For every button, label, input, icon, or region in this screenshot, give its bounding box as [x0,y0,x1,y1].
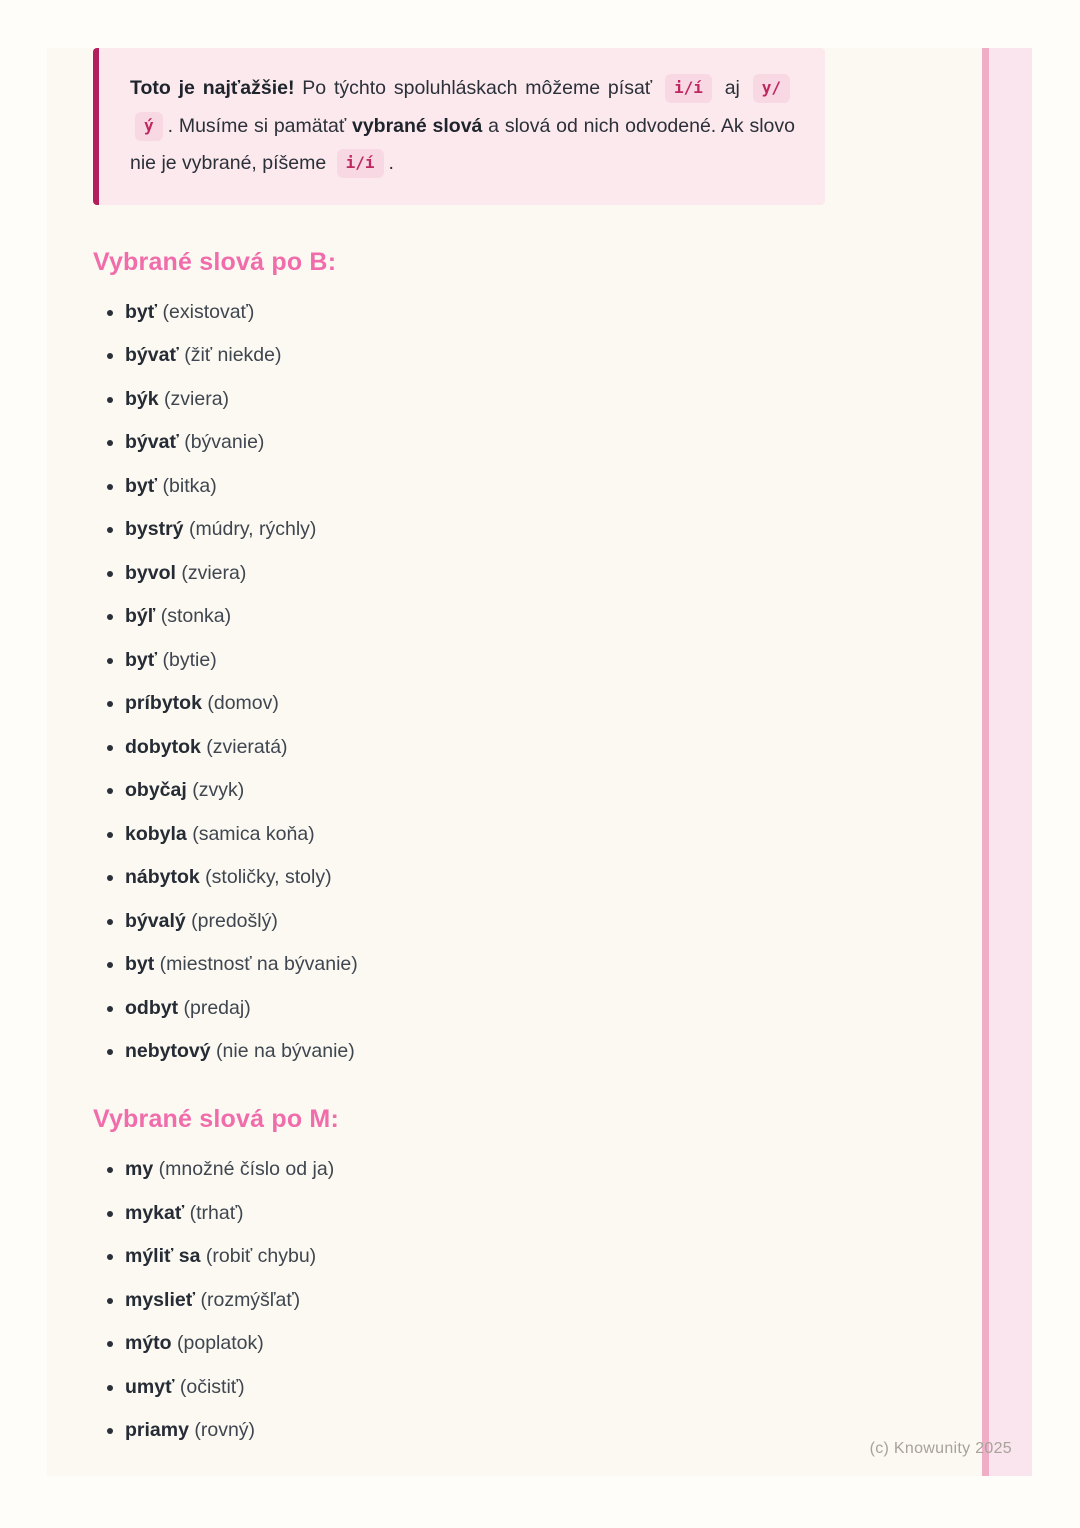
word-list-item [125,953,825,975]
word-list-item [125,431,825,453]
term: bývať [125,344,179,366]
definition: (množné číslo od ja) [153,1158,335,1180]
definition: (samica koňa) [186,822,315,845]
term: myslieť [125,1288,196,1311]
section-heading: Vybrané slová po B: [93,247,337,276]
word-list-item [125,1376,825,1398]
definition: (žiť niekde) [178,344,282,366]
term: mýliť sa [125,1245,201,1267]
page-content [93,48,825,1463]
term: byvol [125,561,176,584]
word-list [93,301,825,1063]
definition: (bývanie) [178,431,265,453]
term: umyť [125,1375,175,1398]
word-list-item [125,649,825,671]
definition: (múdry, rýchly) [183,518,317,540]
definition: (rovný) [188,1419,256,1441]
callout-text [130,70,795,183]
copyright: (c) Knowunity 2025 [869,1440,1012,1457]
term: bývalý [125,909,186,932]
term: byť [125,648,158,671]
term: nebytový [125,1040,211,1062]
definition: (nie na bývanie) [210,1040,355,1062]
definition: (zvyk) [186,779,245,801]
word-list-item [125,1289,825,1311]
word-list [93,1158,825,1441]
page-edge-stripe [982,48,1032,1476]
inline-code-badge: y/ [753,74,790,103]
word-list-item [125,866,825,888]
word-list-item [125,344,825,366]
callout-text-segment: vybrané slová [351,114,483,137]
inline-code-badge: i/í [337,149,384,178]
definition: (zviera) [158,387,230,410]
definition: (zvieratá) [200,735,288,758]
word-list-item [125,779,825,801]
definition: (predaj) [178,996,251,1019]
word-list-item [125,475,825,497]
term: byt [125,953,155,975]
callout-text-segment: a slová od nich odvodené. Ak slovo nie je vybrané, píšeme [130,114,795,174]
word-list-item [125,1202,825,1224]
definition: (existovať) [157,300,255,323]
word-list-item [125,562,825,584]
term: byť [125,474,158,497]
term: nábytok [125,866,200,888]
definition: (očistiť) [174,1375,245,1398]
callout-text-segment: . Musíme si pamätať [167,114,352,137]
definition: (trhať) [184,1201,244,1224]
definition: (stonka) [155,605,232,627]
section-heading: Vybrané slová po M: [93,1105,339,1133]
word-sections [93,247,825,1442]
inline-code-badge: ý [135,112,163,141]
term: byť [125,300,158,323]
definition: (bytie) [157,648,217,671]
definition: (robiť chybu) [200,1245,317,1267]
word-list-item [125,1040,825,1062]
definition: (bitka) [157,474,217,497]
word-list-item [125,997,825,1019]
callout-text-segment: Po týchto spoluhláskach môžeme písať [294,77,660,99]
callout-text-segment: aj [716,77,748,99]
definition: (zviera) [175,561,247,584]
term: bystrý [125,518,184,540]
word-list-item [125,910,825,932]
word-list-item [125,301,825,323]
definition: (stoličky, stoly) [199,866,332,888]
word-list-item [125,692,825,714]
definition: (miestnosť na bývanie) [154,953,358,975]
inline-code-badge: i/í [665,74,712,103]
word-list-item [125,1419,825,1441]
term: príbytok [125,692,202,714]
term: býk [125,387,159,410]
word-list-item [125,388,825,410]
term: priamy [125,1419,189,1441]
word-list-item [125,736,825,758]
term: odbyt [125,996,179,1019]
definition: (predošlý) [185,909,278,932]
callout-text-segment: . [388,152,394,174]
word-list-item [125,1332,825,1354]
term: kobyla [125,822,187,845]
term: mykať [125,1201,185,1224]
term: obyčaj [125,779,187,801]
word-list-item [125,1245,825,1267]
term: býľ [125,605,156,627]
definition: (rozmýšľať) [195,1288,301,1311]
callout-text-segment: Toto je najťažšie! [130,77,295,99]
word-list-item [125,1158,825,1180]
term: mýto [125,1332,172,1354]
word-list-item [125,823,825,845]
definition: (poplatok) [171,1332,264,1354]
word-list-item [125,605,825,627]
term: my [125,1158,154,1180]
term: dobytok [125,735,201,758]
word-list-item [125,518,825,540]
term: bývať [125,431,179,453]
document-page [47,48,1032,1476]
definition: (domov) [201,692,279,714]
callout-note [93,48,825,205]
